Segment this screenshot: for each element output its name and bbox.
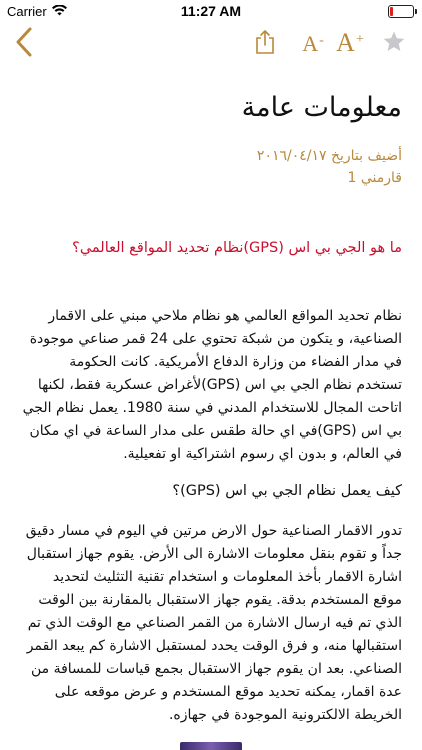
- article-subheading: كيف يعمل نظام الجي بي اس (GPS)؟: [172, 483, 402, 499]
- article-paragraph-2: تدور الاقمار الصناعية حول الارض مرتين في اليوم في مسار دقيق جداً و تقوم بنقل معلومات الاشارة الى الأرض. يقوم جهاز استقبال اشارة الاقمار بأخذ المعلومات و استخدام تقنية التثليث لتحديد موقع المستخدم بدقة. يقوم جهاز الاستقبال بالمقارنة بين الوقت الذي تم فيه ارسال الاشارة من القمر الصناعي مع الوقت الذي تم استقبالها منه، و فرق الوقت يحدد لمستقبل الاشارة كم يبعد القمر الصناعي. بعد ان يقوم جهاز الاستقبال بجمع قياسات للمسافة من عدة اقمار، يمكنه تحديد موقع المستخدم و عرض موقعه على الخريطة الالكترونية الموجودة في جهازه.: [25, 523, 402, 723]
- article-readers: قارمني 1: [347, 170, 402, 186]
- article-image-thumbnail: [180, 742, 242, 750]
- article: [20, 66, 402, 727]
- share-icon: [255, 29, 275, 59]
- share-button[interactable]: [250, 28, 280, 60]
- font-increase-button[interactable]: A +: [336, 28, 364, 57]
- battery-icon: [388, 5, 414, 18]
- font-decrease-button[interactable]: A -: [302, 31, 324, 56]
- article-paragraph-1: نظام تحديد المواقع العالمي هو نظام ملاحي مبني على الاقمار الصناعية، و يتكون من شبكة تحتوي على 24 قمر صناعي موجودة في مدار الفضاء من وزارة الدفاع الأمريكية. كانت الحكومة تستخدم نظام الجي بي اس (GPS)لأغراض عسكرية فقط، لكنها اتاحت المجال للاستخدام المدني في سنة 1980. يعمل نظام الجي بي اس (GPS)في اي حالة طقس على مدار الساعة في اي مكان في العالم، و بدون اي رسوم اشتراكية او تفعيلية.: [22, 308, 402, 462]
- back-button[interactable]: [8, 26, 40, 62]
- favorite-button[interactable]: [378, 26, 410, 62]
- toolbar: [0, 22, 422, 66]
- article-title: معلومات عامة: [241, 92, 402, 123]
- star-icon: [382, 30, 406, 58]
- chevron-left-icon: [15, 27, 33, 61]
- article-question: ما هو الجي بي اس (GPS)نظام تحديد المواقع العالمي؟: [72, 240, 402, 256]
- carrier-label: Carrier: [7, 4, 47, 19]
- status-time: 11:27 AM: [180, 3, 242, 19]
- article-date: أضيف بتاريخ ٢٠١٦/٠٤/١٧: [256, 148, 402, 164]
- battery-level: [390, 7, 393, 16]
- battery-tip: [415, 9, 417, 14]
- status-bar: [0, 0, 422, 22]
